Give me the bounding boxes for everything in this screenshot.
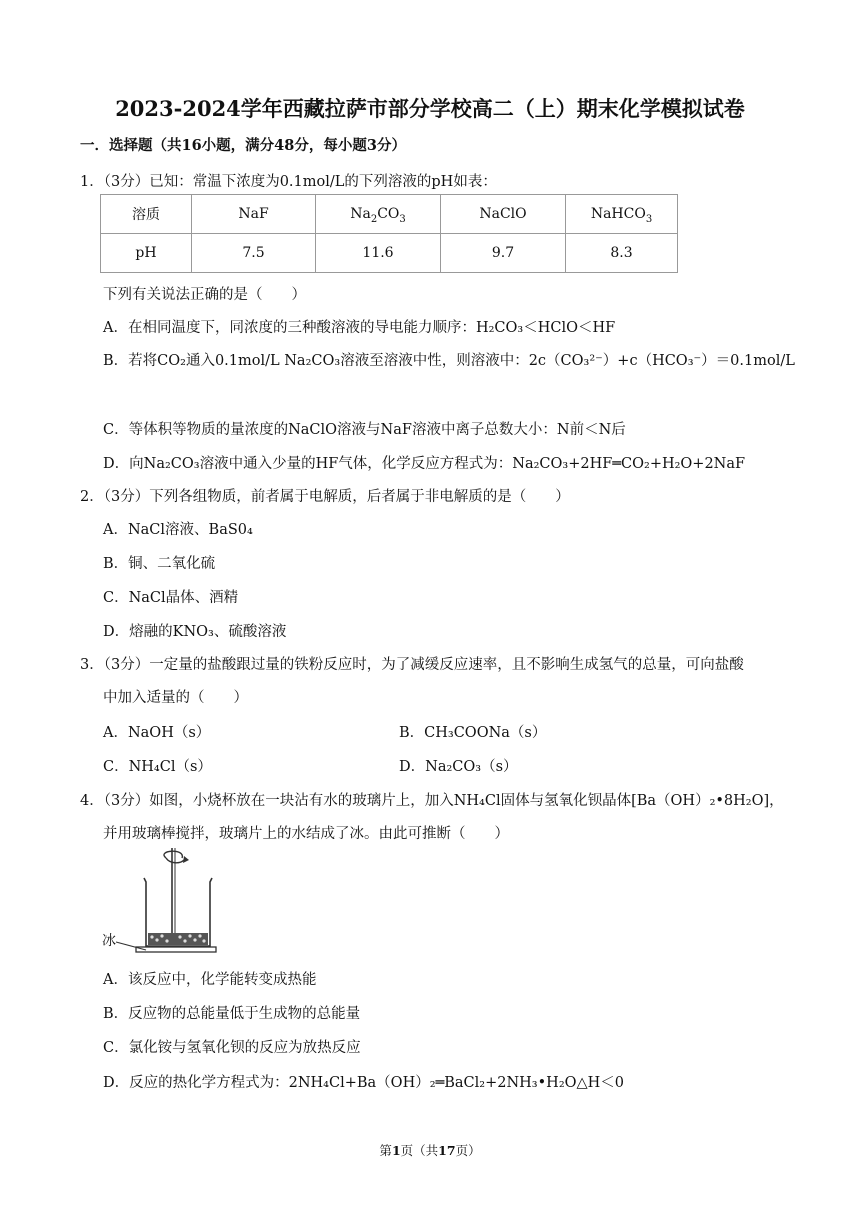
q3-stem-line2: 中加入适量的（ ） [103,690,248,706]
q4-option-d: D．反应的热化学方程式为：2NH₄Cl+Ba（OH）₂═BaCl₂+2NH₃•H₂O△H＜0 [103,1075,625,1091]
table-row [101,195,678,234]
q3-option-b: B．CH₃COONa（s） [399,725,547,741]
table-cell: 溶质 [101,195,192,234]
q3-option-a: A．NaOH（s） [103,725,211,741]
page-footer [0,1141,860,1159]
q1-option-d: D．向Na₂CO₃溶液中通入少量的HF气体，化学反应方程式为：Na₂CO₃+2HF═CO₂+H₂O+2NaF [103,456,746,472]
q1-stem: 1．（3分）已知：常温下浓度为0.1mol/L的下列溶液的pH如表： [80,174,497,190]
q2-stem: 2．（3分）下列各组物质，前者属于电解质，后者属于非电解质的是（ ） [80,489,570,505]
table-cell: NaHCO$_3$ [566,195,678,234]
table-cell: 9.7 [441,234,566,273]
q4-stem-line1: 4．（3分）如图，小烧杯放在一块沾有水的玻璃片上，加入NH₄Cl固体与氢氧化钡晶体[Ba（OH）₂•8H₂O]， [80,793,784,809]
q1-option-b: B．若将CO₂通入0.1mol/L Na₂CO₃溶液至溶液中性，则溶液中：2c（CO₃²⁻）+c（HCO₃⁻）＝0.1mol/L [103,353,795,369]
beaker-diagram [100,846,218,958]
q4-option-a: A．该反应中，化学能转变成热能 [103,972,317,988]
table-cell: NaF [192,195,316,234]
q1-option-a: A．在相同温度下，同浓度的三种酸溶液的导电能力顺序：H₂CO₃＜HClO＜HF [103,320,616,336]
table-cell-text: Na [350,206,371,222]
q2-option-d: D．熔融的KNO₃、硫酸溶液 [103,624,287,640]
footer-middle: 页（共 [400,1143,439,1158]
glass-plate-icon [136,947,216,952]
q1-option-c: C．等体积等物质的量浓度的NaClO溶液与NaF溶液中离子总数大小：N前＜N后 [103,422,626,438]
table-row [101,234,678,273]
ph-table [100,194,678,273]
q4-option-b: B．反应物的总能量低于生成物的总能量 [103,1006,361,1022]
exam-title: 2023-2024学年西藏拉萨市部分学校高二（上）期末化学模拟试卷 [115,96,745,121]
table-cell: 11.6 [316,234,441,273]
q2-option-c: C．NaCl晶体、酒精 [103,590,239,606]
beaker-figure [100,846,218,958]
footer-suffix: 页） [455,1143,481,1158]
q3-option-c: C．NH₄Cl（s） [103,759,212,775]
q4-stem-line2: 并用玻璃棒搅拌，玻璃片上的水结成了冰。由此可推断（ ） [103,826,509,842]
table-cell: NaClO [441,195,566,234]
table-cell: 7.5 [192,234,316,273]
table-cell: 8.3 [566,234,678,273]
ice-label: 冰 [102,933,116,949]
q2-option-a: A．NaCl溶液、BaS0₄ [103,522,253,538]
table-cell-text: NaHCO [590,206,646,222]
footer-prefix: 第 [379,1143,392,1158]
label-pointer [116,942,146,950]
q2-option-b: B．铜、二氧化硫 [103,556,216,572]
stir-arrow-icon [164,851,182,858]
arrowhead-icon [183,856,189,863]
section-heading: 一．选择题（共16小题，满分48分，每小题3分） [80,137,406,154]
q4-option-c: C．氯化铵与氢氧化钡的反应为放热反应 [103,1040,361,1056]
q3-option-d: D．Na₂CO₃（s） [399,759,518,775]
page-total: 17 [438,1143,456,1158]
q1-prompt: 下列有关说法正确的是（ ） [103,287,306,303]
q3-stem-line1: 3．（3分）一定量的盐酸跟过量的铁粉反应时，为了减缓反应速率，且不影响生成氢气的总量，可向盐酸 [80,657,744,673]
table-cell: $Na_2CO_3$ [316,195,441,234]
page-number: 1 [391,1143,401,1158]
table-cell: pH [101,234,192,273]
